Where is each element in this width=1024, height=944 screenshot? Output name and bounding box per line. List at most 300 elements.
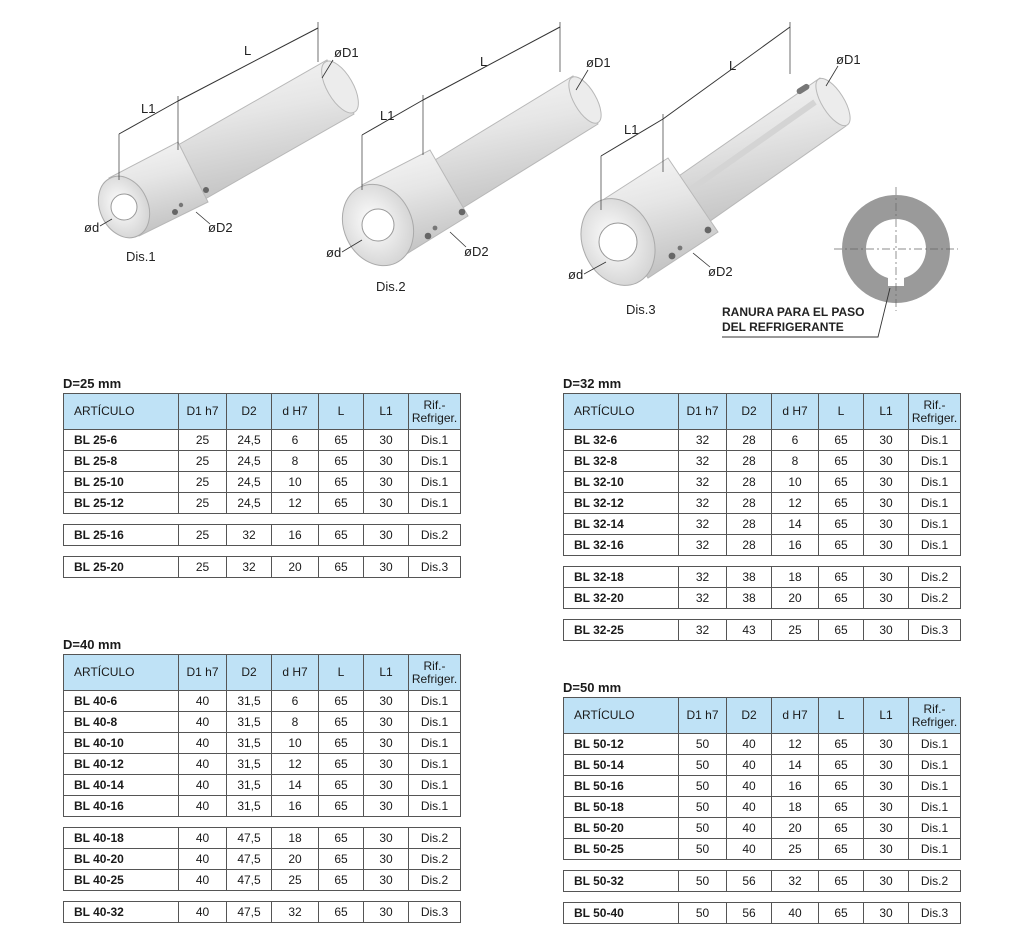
table-cell: 50 <box>679 818 727 839</box>
table-cell: 30 <box>364 712 409 733</box>
product-illustration <box>0 0 1024 360</box>
table-cell: Dis.3 <box>409 902 461 923</box>
dim-d-label-1: ød <box>84 220 100 235</box>
column-header-rif-refriger <box>909 698 961 734</box>
table-cell: 30 <box>864 514 909 535</box>
table-row <box>564 797 961 818</box>
table-cell: 65 <box>319 828 364 849</box>
table-cell: Dis.1 <box>909 755 961 776</box>
column-header: L1 <box>364 655 409 691</box>
dis3-label: Dis.3 <box>626 302 656 317</box>
table-cell: 30 <box>364 430 409 451</box>
ranura-label-line1: RANURA PARA EL PASO <box>722 305 865 319</box>
table-cell: 30 <box>364 451 409 472</box>
table-cell: 50 <box>679 755 727 776</box>
article-code-cell: BL 25-16 <box>64 525 179 546</box>
article-code-cell: BL 50-25 <box>564 839 679 860</box>
table-row <box>64 828 461 849</box>
table-cell: 65 <box>819 755 864 776</box>
group-spacer <box>64 514 461 525</box>
table-cell: 31,5 <box>227 691 272 712</box>
article-code-cell: BL 40-18 <box>64 828 179 849</box>
table-cell: 65 <box>819 588 864 609</box>
table-cell: 12 <box>772 734 819 755</box>
table-cell: 16 <box>272 796 319 817</box>
table-cell: 28 <box>727 514 772 535</box>
table-row <box>564 472 961 493</box>
table-cell: 30 <box>864 903 909 924</box>
table-block-d32 <box>563 375 961 641</box>
table-row <box>64 430 461 451</box>
article-code-cell: BL 32-18 <box>564 567 679 588</box>
group-spacer <box>564 556 961 567</box>
spec-table <box>563 393 961 641</box>
table-cell: Dis.1 <box>909 493 961 514</box>
table-row <box>564 588 961 609</box>
article-code-cell: BL 50-12 <box>564 734 679 755</box>
table-cell: 30 <box>864 493 909 514</box>
article-code-cell: BL 32-6 <box>564 430 679 451</box>
table-cell: 24,5 <box>227 472 272 493</box>
table-cell: 32 <box>679 430 727 451</box>
table-cell: 50 <box>679 839 727 860</box>
column-header: L <box>319 394 364 430</box>
table-cell: 65 <box>819 472 864 493</box>
table-row <box>564 818 961 839</box>
table-cell: Dis.1 <box>909 839 961 860</box>
table-cell: 30 <box>364 796 409 817</box>
table-cell: 30 <box>364 557 409 578</box>
dim-D2-label-3: øD2 <box>708 264 733 279</box>
table-cell: 65 <box>819 903 864 924</box>
group-spacer-cell <box>64 817 461 828</box>
table-block-d25 <box>63 375 461 578</box>
table-cell: 20 <box>772 818 819 839</box>
table-cell: Dis.1 <box>409 430 461 451</box>
table-cell: Dis.1 <box>909 451 961 472</box>
table-cell: Dis.1 <box>409 775 461 796</box>
table-cell: 56 <box>727 903 772 924</box>
table-cell: Dis.1 <box>409 451 461 472</box>
column-header: D2 <box>727 698 772 734</box>
table-cell: 30 <box>364 691 409 712</box>
dim-D1-label-3: øD1 <box>836 52 861 67</box>
table-row <box>564 776 961 797</box>
table-row <box>564 567 961 588</box>
table-block-d50 <box>563 679 961 924</box>
table-cell: 8 <box>272 451 319 472</box>
table-cell: 30 <box>364 754 409 775</box>
group-spacer <box>64 817 461 828</box>
table-row <box>564 903 961 924</box>
article-code-cell: BL 40-25 <box>64 870 179 891</box>
table-cell: 32 <box>679 620 727 641</box>
table-cell: 65 <box>819 514 864 535</box>
spec-table <box>563 697 961 924</box>
article-code-cell: BL 50-20 <box>564 818 679 839</box>
table-row <box>64 451 461 472</box>
table-cell: 6 <box>772 430 819 451</box>
dim-D1-label-1: øD1 <box>334 45 359 60</box>
table-cell: 12 <box>272 754 319 775</box>
table-cell: 65 <box>319 754 364 775</box>
dim-L1-label-3: L1 <box>624 122 639 137</box>
column-header: D1 h7 <box>679 394 727 430</box>
article-code-cell: BL 32-8 <box>564 451 679 472</box>
table-cell: Dis.1 <box>409 493 461 514</box>
table-title: D=32 mm <box>563 376 622 391</box>
column-header: D1 h7 <box>679 698 727 734</box>
table-row <box>64 557 461 578</box>
table-cell: 30 <box>364 733 409 754</box>
table-row <box>64 733 461 754</box>
table-cell: 40 <box>727 839 772 860</box>
table-block-d40 <box>63 636 461 923</box>
table-header-row <box>64 394 461 430</box>
table-cell: 20 <box>772 588 819 609</box>
article-code-cell: BL 40-16 <box>64 796 179 817</box>
column-header-line: Rif.- <box>923 397 946 412</box>
table-cell: 50 <box>679 871 727 892</box>
table-cell: 40 <box>179 733 227 754</box>
table-row <box>564 871 961 892</box>
table-cell: 65 <box>819 430 864 451</box>
table-cell: 24,5 <box>227 493 272 514</box>
article-code-cell: BL 32-16 <box>564 535 679 556</box>
article-code-cell: BL 40-10 <box>64 733 179 754</box>
column-header: L <box>819 698 864 734</box>
table-cell: 40 <box>179 870 227 891</box>
table-cell: 40 <box>179 796 227 817</box>
dim-d-label-2: ød <box>326 245 342 260</box>
table-cell: 30 <box>864 818 909 839</box>
table-cell: 30 <box>364 902 409 923</box>
column-header-rif-refriger <box>909 394 961 430</box>
table-cell: 40 <box>179 712 227 733</box>
table-row <box>64 754 461 775</box>
table-title: D=40 mm <box>63 637 122 652</box>
table-cell: 31,5 <box>227 775 272 796</box>
table-row <box>564 430 961 451</box>
column-header: L1 <box>364 394 409 430</box>
column-header: D1 h7 <box>179 394 227 430</box>
table-cell: 40 <box>179 902 227 923</box>
dim-L-label-1: L <box>244 43 252 58</box>
column-header-line: Rif.- <box>423 658 446 673</box>
article-code-cell: BL 25-6 <box>64 430 179 451</box>
article-code-cell: BL 50-14 <box>564 755 679 776</box>
article-code-cell: BL 32-14 <box>564 514 679 535</box>
table-cell: 14 <box>772 755 819 776</box>
group-spacer-cell <box>564 860 961 871</box>
dim-L-label-3: L <box>729 58 737 73</box>
group-spacer-cell <box>564 609 961 620</box>
column-header: ARTÍCULO <box>564 394 679 430</box>
table-cell: 16 <box>772 776 819 797</box>
table-cell: 31,5 <box>227 712 272 733</box>
column-header: d H7 <box>772 394 819 430</box>
table-cell: 28 <box>727 451 772 472</box>
table-cell: 30 <box>364 775 409 796</box>
table-cell: 65 <box>319 712 364 733</box>
table-cell: 24,5 <box>227 451 272 472</box>
table-cell: 40 <box>179 691 227 712</box>
table-cell: 12 <box>772 493 819 514</box>
table-cell: 30 <box>364 525 409 546</box>
dim-L-label-2: L <box>480 54 488 69</box>
group-spacer-cell <box>64 514 461 525</box>
coolant-groove-cross-section <box>834 187 958 311</box>
table-cell: 31,5 <box>227 733 272 754</box>
table-cell: 30 <box>864 797 909 818</box>
table-cell: Dis.3 <box>909 620 961 641</box>
table-header-row <box>564 394 961 430</box>
table-cell: 40 <box>727 755 772 776</box>
table-row <box>64 775 461 796</box>
column-header: d H7 <box>772 698 819 734</box>
column-header-line: Refriger. <box>911 714 958 729</box>
group-spacer <box>564 860 961 871</box>
table-cell: 30 <box>864 755 909 776</box>
table-cell: 32 <box>679 514 727 535</box>
table-cell: 40 <box>179 828 227 849</box>
table-cell: Dis.2 <box>409 849 461 870</box>
column-header: D2 <box>727 394 772 430</box>
spec-table <box>63 393 461 578</box>
table-cell: 50 <box>679 797 727 818</box>
table-cell: 65 <box>819 797 864 818</box>
table-cell: 65 <box>319 493 364 514</box>
table-row <box>564 734 961 755</box>
table-cell: 65 <box>319 451 364 472</box>
article-code-cell: BL 40-8 <box>64 712 179 733</box>
table-cell: 65 <box>819 776 864 797</box>
table-cell: 40 <box>727 797 772 818</box>
table-cell: 65 <box>819 567 864 588</box>
table-cell: 50 <box>679 734 727 755</box>
dim-D2-label-2: øD2 <box>464 244 489 259</box>
table-cell: 25 <box>772 839 819 860</box>
group-spacer <box>564 609 961 620</box>
table-cell: 30 <box>864 839 909 860</box>
group-spacer <box>64 546 461 557</box>
column-header-line: Rif.- <box>423 397 446 412</box>
table-cell: Dis.2 <box>409 828 461 849</box>
table-cell: 65 <box>319 902 364 923</box>
column-header: ARTÍCULO <box>64 655 179 691</box>
group-spacer <box>64 891 461 902</box>
dim-L1-label-2: L1 <box>380 108 395 123</box>
article-code-cell: BL 32-25 <box>564 620 679 641</box>
table-cell: 65 <box>319 472 364 493</box>
article-code-cell: BL 40-12 <box>64 754 179 775</box>
article-code-cell: BL 40-6 <box>64 691 179 712</box>
table-cell: 32 <box>772 871 819 892</box>
group-spacer <box>564 892 961 903</box>
table-cell: 32 <box>227 525 272 546</box>
table-cell: 65 <box>819 620 864 641</box>
table-row <box>64 902 461 923</box>
table-title: D=50 mm <box>563 680 622 695</box>
table-cell: Dis.2 <box>409 525 461 546</box>
table-cell: 65 <box>819 493 864 514</box>
table-cell: 65 <box>319 796 364 817</box>
table-cell: 28 <box>727 535 772 556</box>
table-cell: Dis.1 <box>909 734 961 755</box>
table-row <box>64 493 461 514</box>
column-header: L <box>819 394 864 430</box>
article-code-cell: BL 25-12 <box>64 493 179 514</box>
table-cell: 30 <box>864 472 909 493</box>
article-code-cell: BL 50-18 <box>564 797 679 818</box>
table-row <box>64 796 461 817</box>
ranura-label-line2: DEL REFRIGERANTE <box>722 320 844 334</box>
table-cell: 28 <box>727 493 772 514</box>
column-header: d H7 <box>272 394 319 430</box>
table-cell: 65 <box>319 870 364 891</box>
column-header: ARTÍCULO <box>64 394 179 430</box>
table-cell: 65 <box>819 734 864 755</box>
table-cell: 30 <box>364 870 409 891</box>
spec-table <box>63 654 461 923</box>
column-header: D2 <box>227 394 272 430</box>
table-cell: 47,5 <box>227 849 272 870</box>
group-spacer-cell <box>564 892 961 903</box>
table-cell: 25 <box>772 620 819 641</box>
article-code-cell: BL 25-20 <box>64 557 179 578</box>
column-header-line: Refriger. <box>911 410 958 425</box>
table-cell: 30 <box>364 472 409 493</box>
table-cell: 40 <box>179 775 227 796</box>
table-cell: Dis.2 <box>409 870 461 891</box>
table-cell: 38 <box>727 567 772 588</box>
table-row <box>64 870 461 891</box>
table-cell: Dis.1 <box>909 535 961 556</box>
table-cell: 38 <box>727 588 772 609</box>
table-cell: Dis.1 <box>409 733 461 754</box>
table-cell: 30 <box>864 588 909 609</box>
table-cell: 6 <box>272 691 319 712</box>
group-spacer-cell <box>564 556 961 567</box>
table-cell: 65 <box>819 535 864 556</box>
table-cell: 30 <box>364 828 409 849</box>
table-cell: 30 <box>364 849 409 870</box>
table-row <box>564 755 961 776</box>
table-cell: Dis.2 <box>909 871 961 892</box>
table-row <box>64 712 461 733</box>
table-cell: 28 <box>727 472 772 493</box>
table-cell: 30 <box>364 493 409 514</box>
table-cell: 32 <box>679 493 727 514</box>
table-cell: Dis.1 <box>909 430 961 451</box>
table-cell: 47,5 <box>227 870 272 891</box>
table-row <box>564 451 961 472</box>
table-cell: 25 <box>179 557 227 578</box>
table-cell: 40 <box>727 734 772 755</box>
table-row <box>64 849 461 870</box>
table-cell: 14 <box>272 775 319 796</box>
group-spacer-cell <box>64 891 461 902</box>
table-cell: 30 <box>864 871 909 892</box>
article-code-cell: BL 50-16 <box>564 776 679 797</box>
table-cell: 65 <box>819 818 864 839</box>
table-cell: 65 <box>319 691 364 712</box>
table-cell: Dis.1 <box>409 712 461 733</box>
table-cell: 40 <box>772 903 819 924</box>
dim-L1-label-1: L1 <box>141 101 156 116</box>
column-header-line: Refriger. <box>411 671 458 686</box>
table-cell: 30 <box>864 734 909 755</box>
table-cell: 32 <box>272 902 319 923</box>
table-cell: 65 <box>319 430 364 451</box>
table-cell: 65 <box>819 451 864 472</box>
table-cell: 30 <box>864 567 909 588</box>
table-cell: 32 <box>227 557 272 578</box>
table-cell: 50 <box>679 776 727 797</box>
table-cell: 28 <box>727 430 772 451</box>
dim-D1-label-2: øD1 <box>586 55 611 70</box>
column-header-rif-refriger <box>409 394 461 430</box>
table-cell: 8 <box>772 451 819 472</box>
dis1-label: Dis.1 <box>126 249 156 264</box>
article-code-cell: BL 32-20 <box>564 588 679 609</box>
table-cell: 25 <box>179 451 227 472</box>
table-cell: 20 <box>272 849 319 870</box>
table-cell: Dis.2 <box>909 588 961 609</box>
table-cell: Dis.1 <box>409 472 461 493</box>
table-cell: 65 <box>319 849 364 870</box>
table-cell: 50 <box>679 903 727 924</box>
article-code-cell: BL 25-10 <box>64 472 179 493</box>
table-cell: Dis.1 <box>409 691 461 712</box>
dim-D2-label-1: øD2 <box>208 220 233 235</box>
table-cell: 12 <box>272 493 319 514</box>
article-code-cell: BL 40-14 <box>64 775 179 796</box>
table-row <box>564 620 961 641</box>
column-header: L1 <box>864 698 909 734</box>
table-cell: 8 <box>272 712 319 733</box>
column-header: D2 <box>227 655 272 691</box>
table-cell: 30 <box>864 620 909 641</box>
article-code-cell: BL 50-40 <box>564 903 679 924</box>
table-cell: Dis.3 <box>909 903 961 924</box>
holder-dis1-drawing <box>89 55 366 246</box>
table-cell: 25 <box>179 493 227 514</box>
table-cell: 25 <box>179 430 227 451</box>
dis2-label: Dis.2 <box>376 279 406 294</box>
table-cell: 65 <box>319 733 364 754</box>
table-cell: 18 <box>772 567 819 588</box>
table-cell: 30 <box>864 451 909 472</box>
table-header-row <box>64 655 461 691</box>
group-spacer-cell <box>64 546 461 557</box>
table-row <box>564 839 961 860</box>
column-header-line: Rif.- <box>923 701 946 716</box>
table-cell: 31,5 <box>227 796 272 817</box>
table-cell: 10 <box>272 733 319 754</box>
table-cell: 16 <box>772 535 819 556</box>
column-header: L <box>319 655 364 691</box>
table-cell: 16 <box>272 525 319 546</box>
table-cell: 25 <box>272 870 319 891</box>
table-cell: 43 <box>727 620 772 641</box>
column-header-line: Refriger. <box>411 410 458 425</box>
table-row <box>564 535 961 556</box>
table-row <box>64 525 461 546</box>
table-cell: 56 <box>727 871 772 892</box>
table-cell: 10 <box>272 472 319 493</box>
table-cell: 25 <box>179 525 227 546</box>
